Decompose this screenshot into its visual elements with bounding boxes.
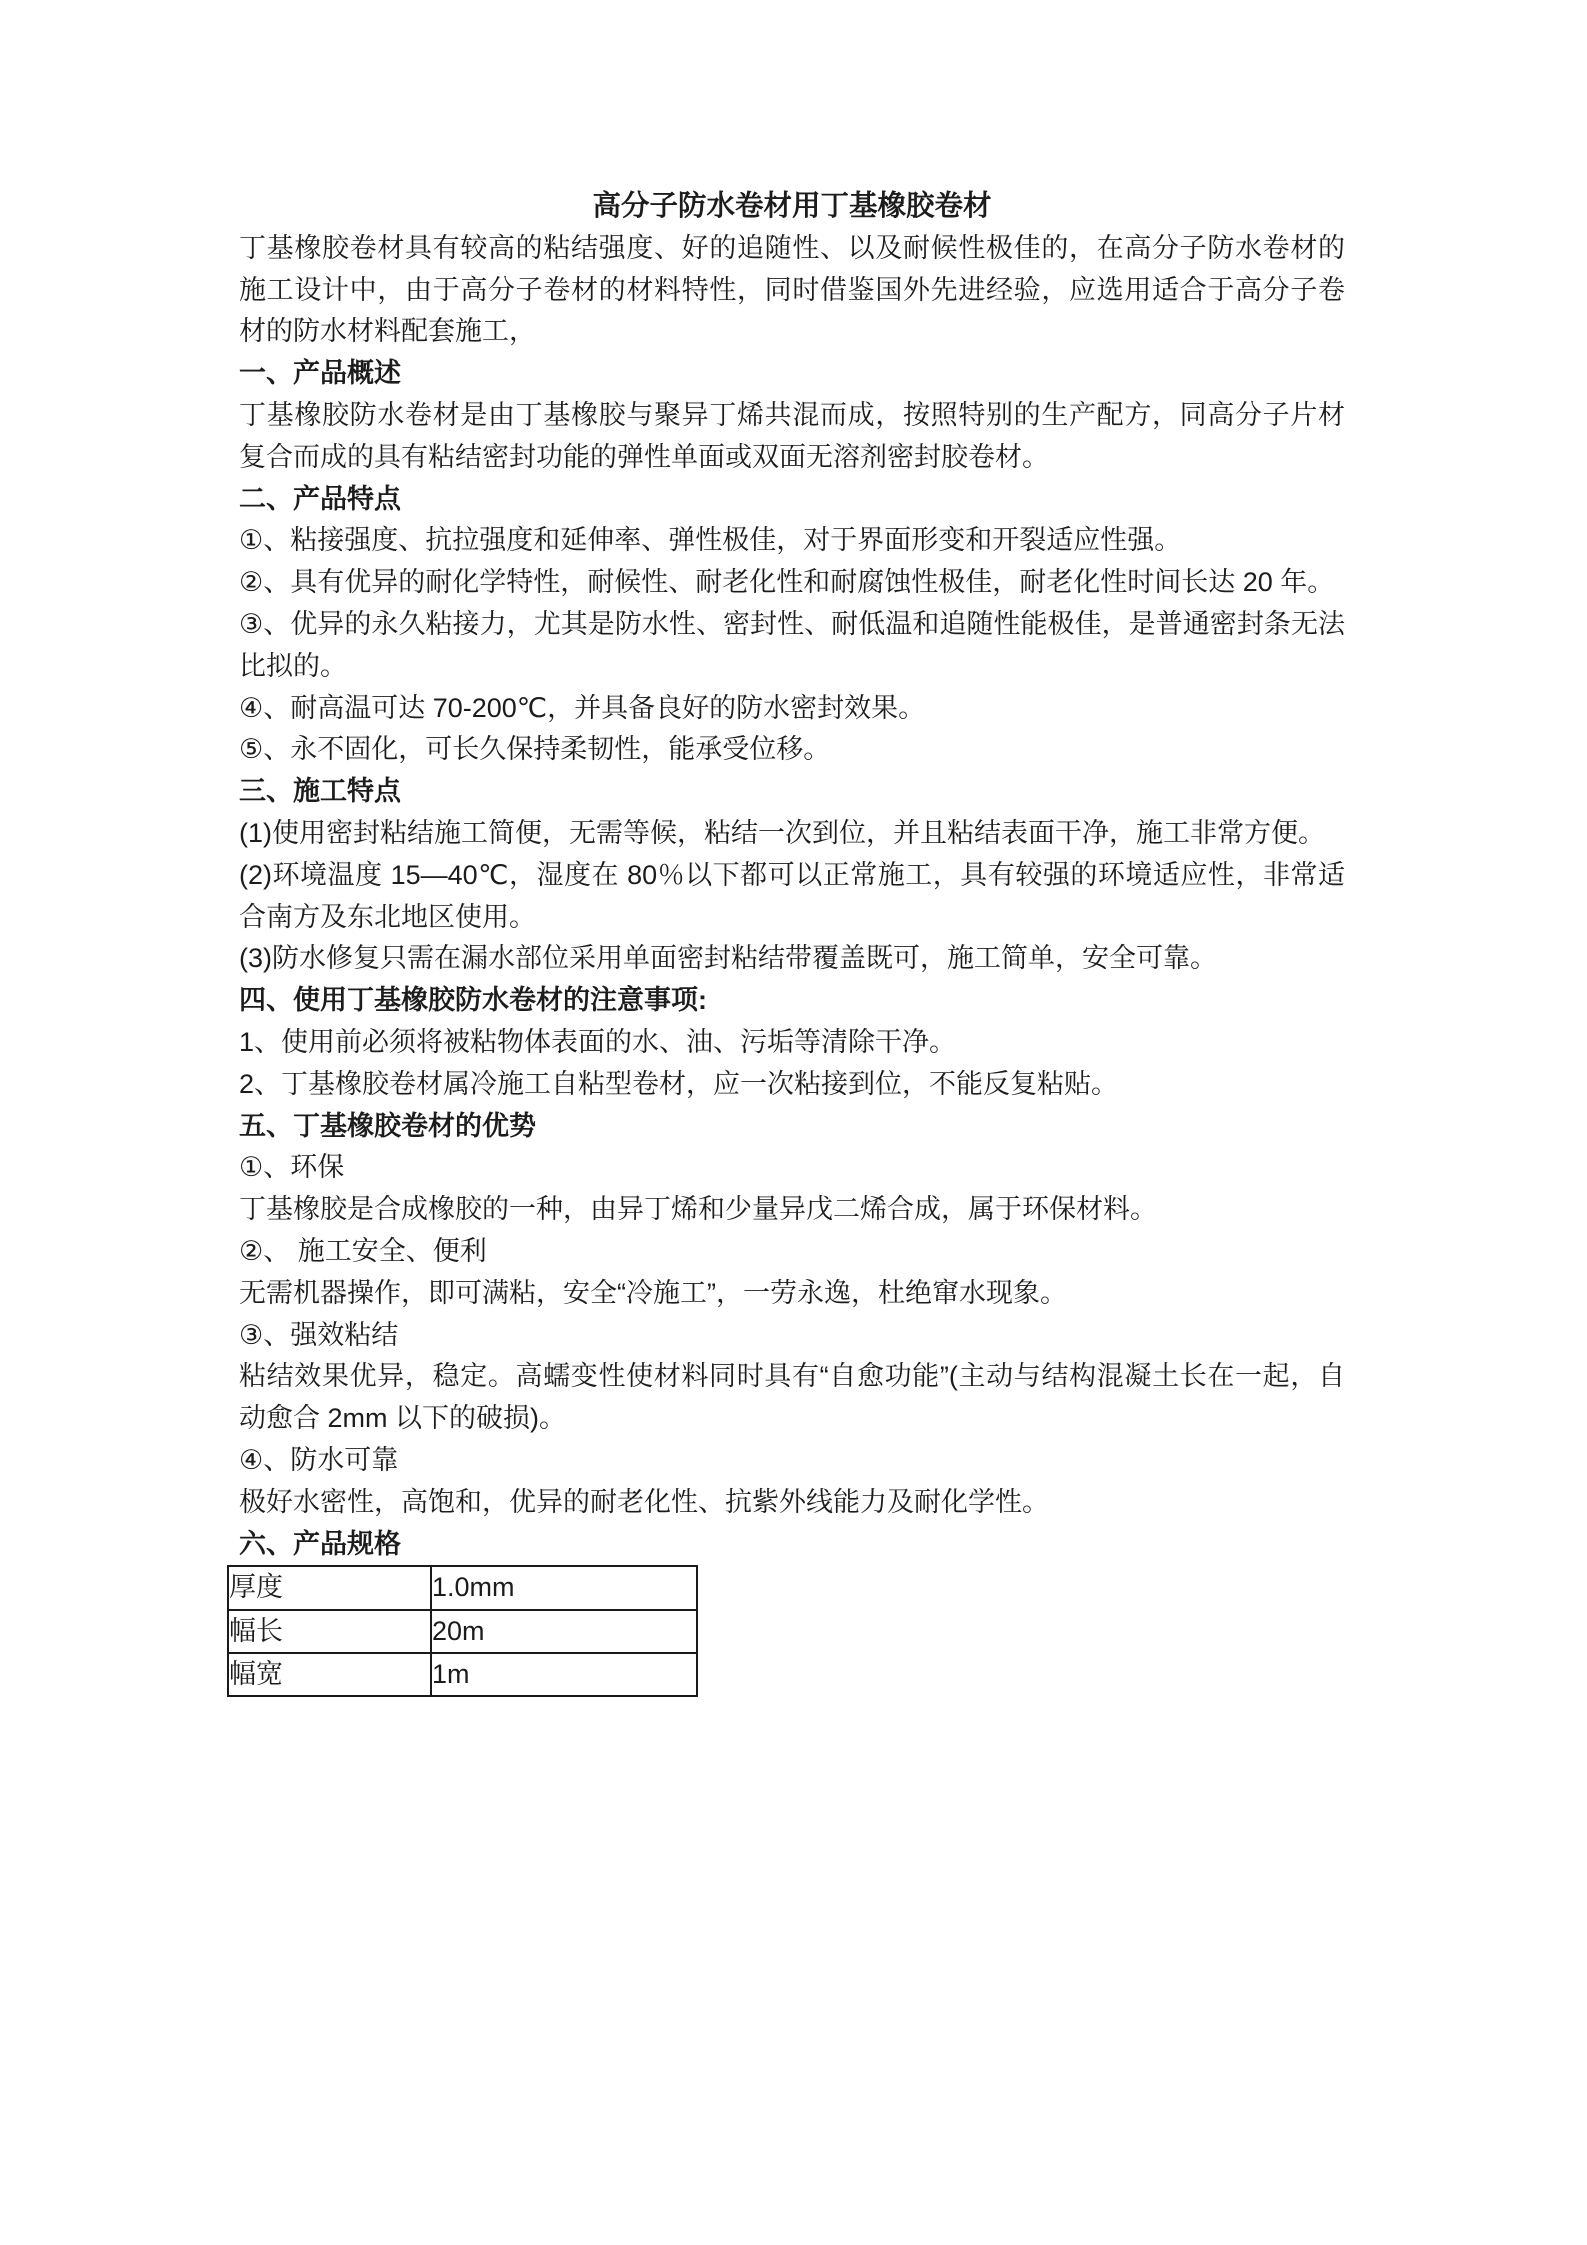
section-heading: 五、丁基橡胶卷材的优势 <box>239 1110 536 1141</box>
advantage-item: 无需机器操作，即可满粘，安全“冷施工”，一劳永逸，杜绝窜水现象。 <box>239 1277 1067 1308</box>
table-row <box>228 1653 697 1696</box>
advantage-item: ③、强效粘结 <box>239 1319 399 1350</box>
construction-item: (2)环境温度 15—40℃，湿度在 80％以下都可以正常施工，具有较强的环境适应性，非常适合南方及东北地区使用。 <box>239 859 1345 932</box>
section-product-overview <box>239 353 1345 478</box>
spec-label-cell: 厚度 <box>228 1566 431 1609</box>
feature-item: ③、优异的永久粘接力，尤其是防水性、密封性、耐低温和追随性能极佳，是普通密封条无法比拟的。 <box>239 608 1345 681</box>
spec-value-cell: 1m <box>431 1653 697 1696</box>
spec-label-cell: 幅宽 <box>228 1653 431 1696</box>
table-row <box>228 1566 697 1609</box>
spec-value-cell: 1.0mm <box>431 1566 697 1609</box>
advantage-item: 极好水密性，高饱和，优异的耐老化性、抗紫外线能力及耐化学性。 <box>239 1486 1049 1517</box>
section-heading: 四、使用丁基橡胶防水卷材的注意事项: <box>239 985 707 1016</box>
section-heading: 二、产品特点 <box>239 483 401 514</box>
feature-item: ②、具有优异的耐化学特性，耐候性、耐老化性和耐腐蚀性极佳，耐老化性时间长达 20 年。 <box>239 567 1335 598</box>
section-construction-features <box>239 771 1345 980</box>
advantage-item: ②、 施工安全、便利 <box>239 1235 487 1266</box>
spec-label-cell: 幅长 <box>228 1610 431 1653</box>
section-heading: 一、产品概述 <box>239 358 401 389</box>
section-heading: 六、产品规格 <box>239 1528 401 1559</box>
section-heading: 三、施工特点 <box>239 776 401 807</box>
advantage-item: 粘结效果优异，稳定。高蠕变性使材料同时具有“自愈功能”(主动与结构混凝土长在一起，自动愈合 2mm 以下的破损)。 <box>239 1361 1345 1434</box>
section-product-specs <box>229 1524 1345 1698</box>
section-advantages <box>239 1106 1345 1524</box>
advantage-item: 丁基橡胶是合成橡胶的一种，由异丁烯和少量异戊二烯合成，属于环保材料。 <box>239 1194 1157 1225</box>
precaution-item: 1、使用前必须将被粘物体表面的水、油、污垢等清除干净。 <box>239 1026 957 1057</box>
feature-item: ①、粘接强度、抗拉强度和延伸率、弹性极佳，对于界面形变和开裂适应性强。 <box>239 525 1182 556</box>
paragraph: 丁基橡胶防水卷材是由丁基橡胶与聚异丁烯共混而成，按照特别的生产配方，同高分子片材复合而成的具有粘结密封功能的弹性单面或双面无溶剂密封胶卷材。 <box>239 399 1345 472</box>
section-precautions <box>239 980 1345 1105</box>
table-row <box>228 1610 697 1653</box>
construction-item: (1)使用密封粘结施工简便，无需等候，粘结一次到位，并且粘结表面干净，施工非常方便。 <box>239 817 1325 848</box>
spec-value-cell: 20m <box>431 1610 697 1653</box>
precaution-item: 2、丁基橡胶卷材属冷施工自粘型卷材，应一次粘接到位，不能反复粘贴。 <box>239 1068 1119 1099</box>
advantage-item: ④、防水可靠 <box>239 1444 399 1475</box>
advantage-item: ①、环保 <box>239 1152 345 1183</box>
feature-item: ④、耐高温可达 70-200℃，并具备良好的防水密封效果。 <box>239 692 926 723</box>
feature-item: ⑤、永不固化，可长久保持柔韧性，能承受位移。 <box>239 734 831 765</box>
construction-item: (3)防水修复只需在漏水部位采用单面密封粘结带覆盖既可，施工简单，安全可靠。 <box>239 943 1217 974</box>
doc-title: 高分子防水卷材用丁基橡胶卷材 <box>592 190 992 222</box>
intro-paragraph: 丁基橡胶卷材具有较高的粘结强度、好的追随性、以及耐候性极佳的，在高分子防水卷材的施工设计中，由于高分子卷材的材料特性，同时借鉴国外先进经验，应选用适合于高分子卷材的防水材料配套施工， <box>239 232 1345 347</box>
spec-table <box>227 1565 698 1697</box>
section-product-features <box>239 479 1345 772</box>
